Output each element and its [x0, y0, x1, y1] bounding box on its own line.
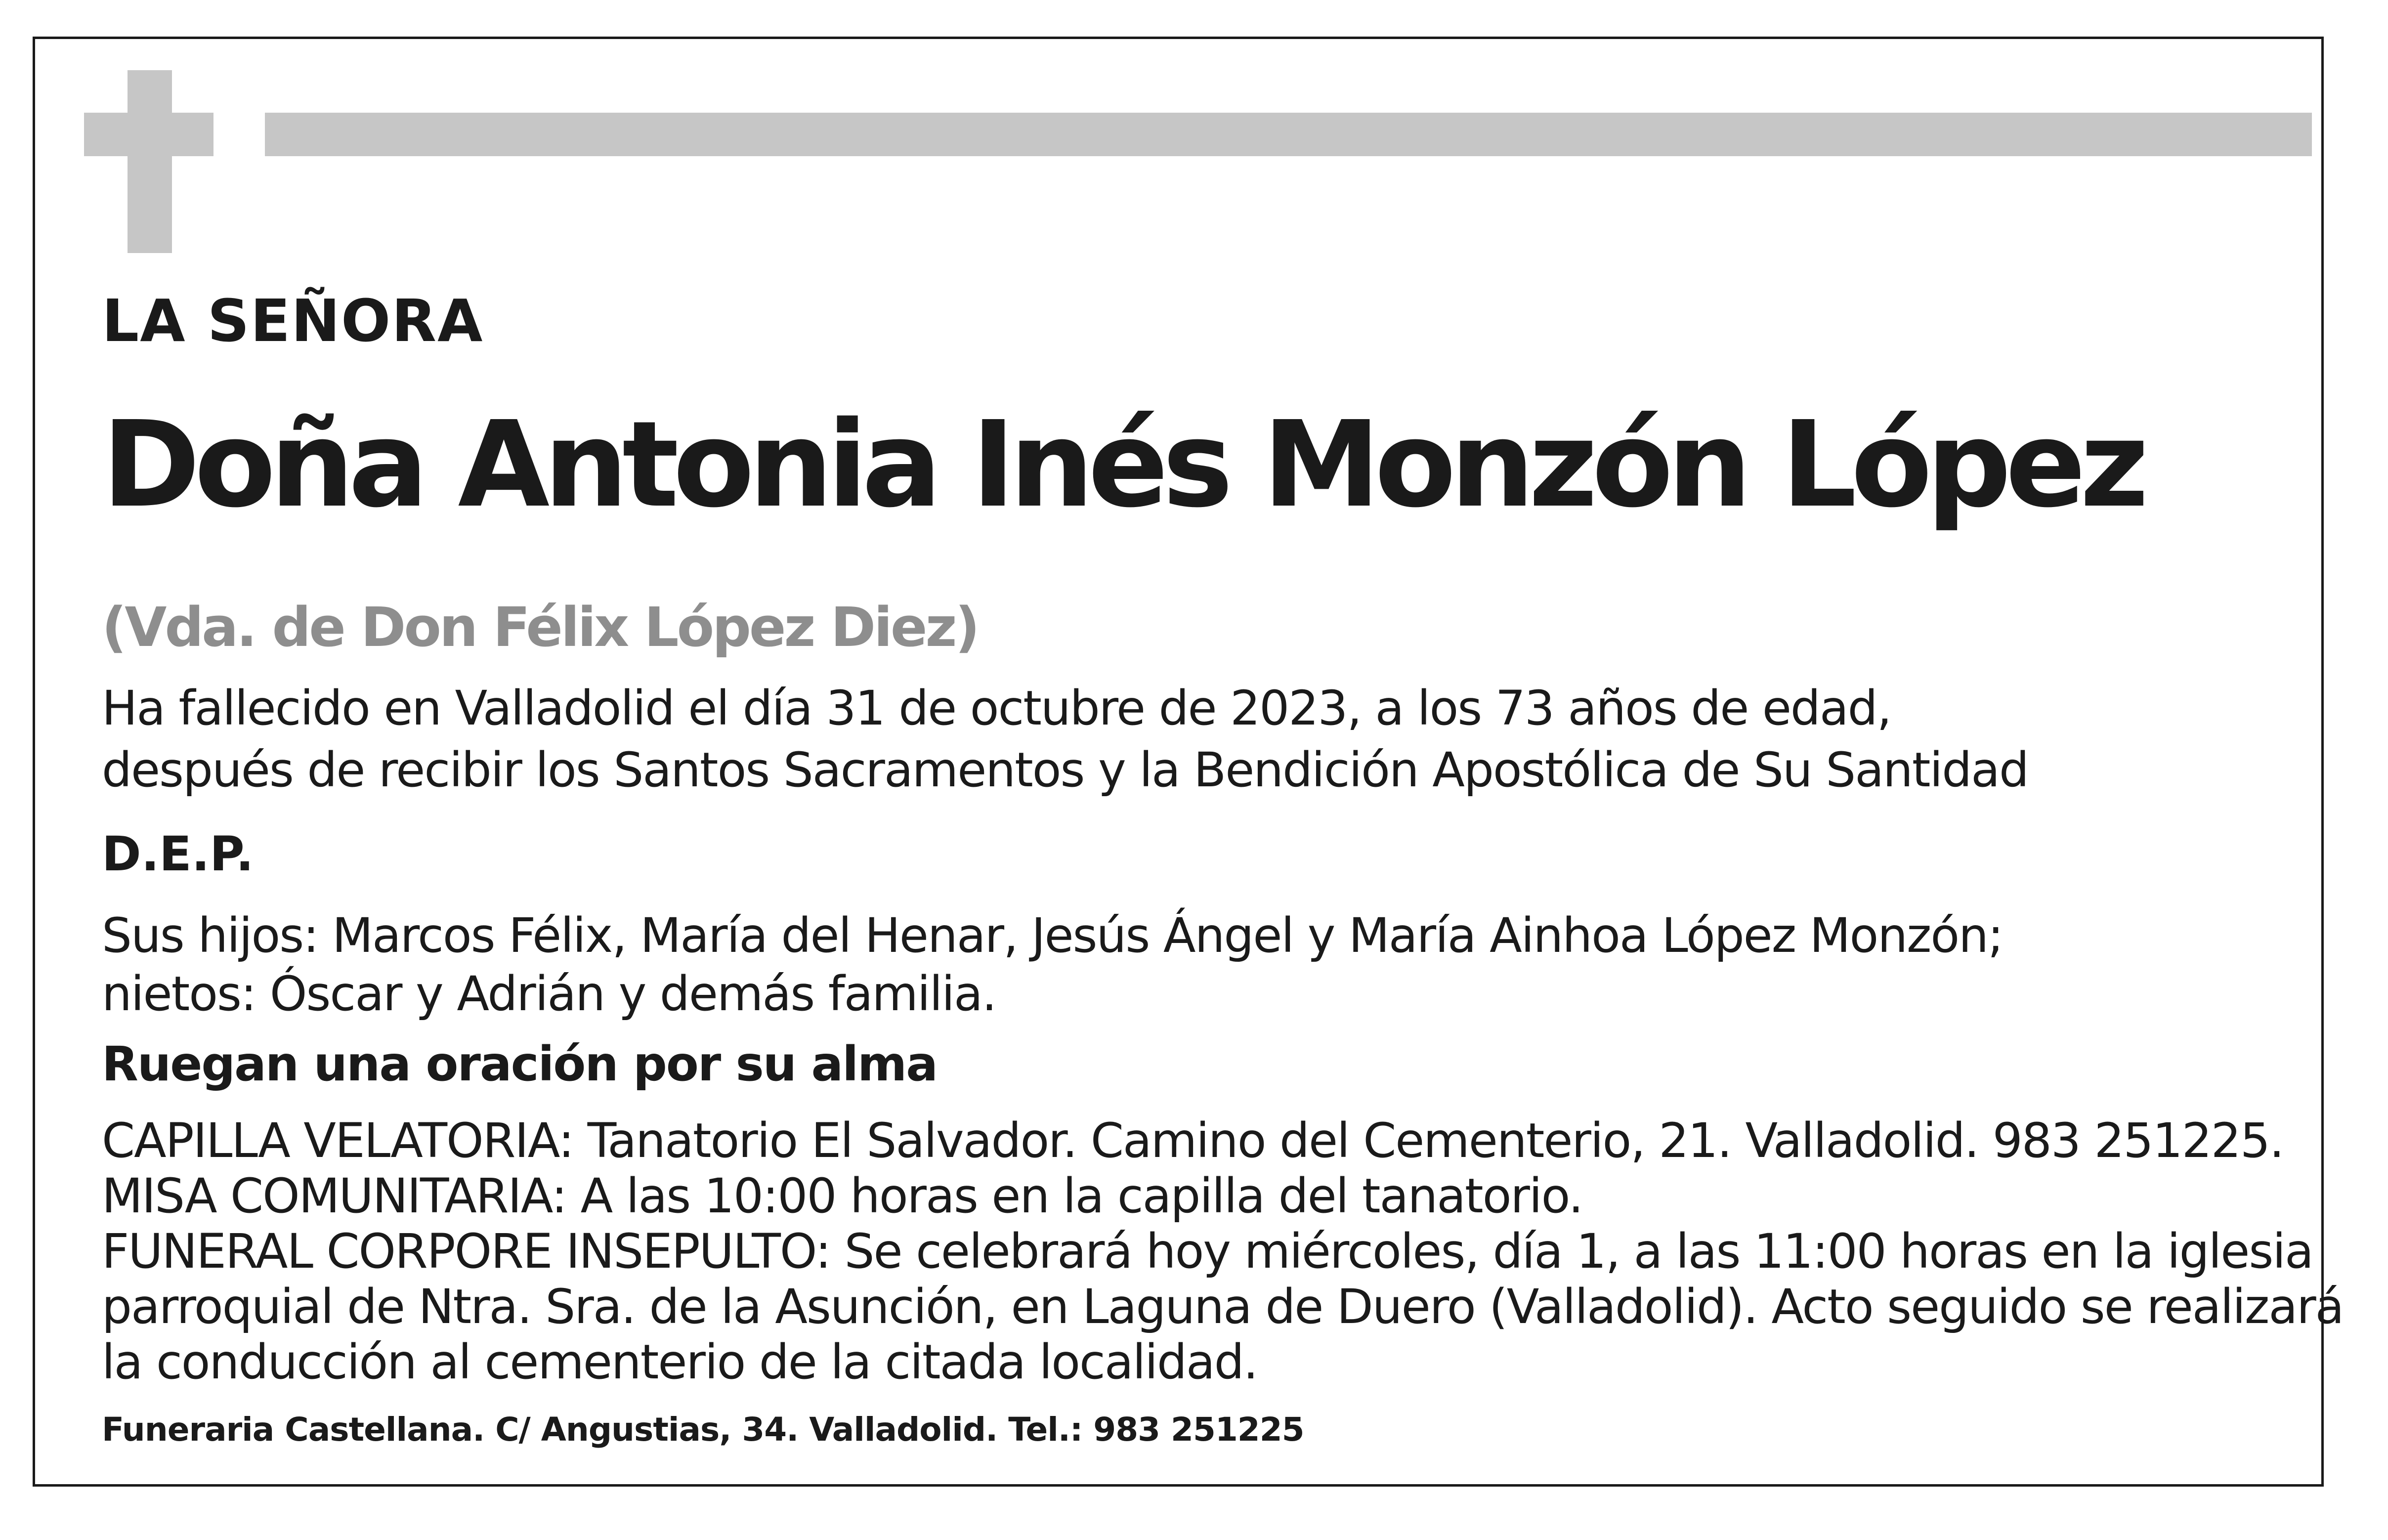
prayer-request: Ruegan una oración por su alma	[102, 1036, 937, 1092]
services-line: parroquial de Ntra. Sra. de la Asunción, en Laguna de Duero (Valladolid). Acto seguido se realizará	[102, 1279, 2344, 1334]
cross-vertical-beam	[128, 70, 172, 253]
rest-in-peace: D.E.P.	[102, 826, 254, 882]
services-line: la conducción al cementerio de la citada localidad.	[102, 1334, 1258, 1390]
honorific: LA SEÑORA	[102, 287, 484, 355]
services-line: MISA COMUNITARIA: A las 10:00 horas en la capilla del tanatorio.	[102, 1168, 1583, 1224]
death-announcement-line-2: después de recibir los Santos Sacramentos y la Bendición Apostólica de Su Santidad	[102, 742, 2028, 798]
death-announcement-line-1: Ha fallecido en Valladolid el día 31 de octubre de 2023, a los 73 años de edad,	[102, 681, 1891, 736]
cross-horizontal-beam	[84, 113, 213, 156]
header-rule	[265, 113, 2312, 156]
family-line-1: Sus hijos: Marcos Félix, María del Henar, Jesús Ángel y María Ainhoa López Monzón;	[102, 908, 2003, 963]
family-line-2: nietos: Óscar y Adrián y demás familia.	[102, 966, 996, 1022]
widow-of: (Vda. de Don Félix López Diez)	[102, 596, 978, 659]
funeral-home-footer: Funeraria Castellana. C/ Angustias, 34. Valladolid. Tel.: 983 251225	[102, 1411, 1304, 1449]
services-line: FUNERAL CORPORE INSEPULTO: Se celebrará hoy miércoles, día 1, a las 11:00 horas en la iglesia	[102, 1224, 2313, 1279]
deceased-name: Doña Antonia Inés Monzón López	[102, 395, 2143, 534]
services-line: CAPILLA VELATORIA: Tanatorio El Salvador. Camino del Cementerio, 21. Valladolid. 983 251225.	[102, 1113, 2284, 1168]
